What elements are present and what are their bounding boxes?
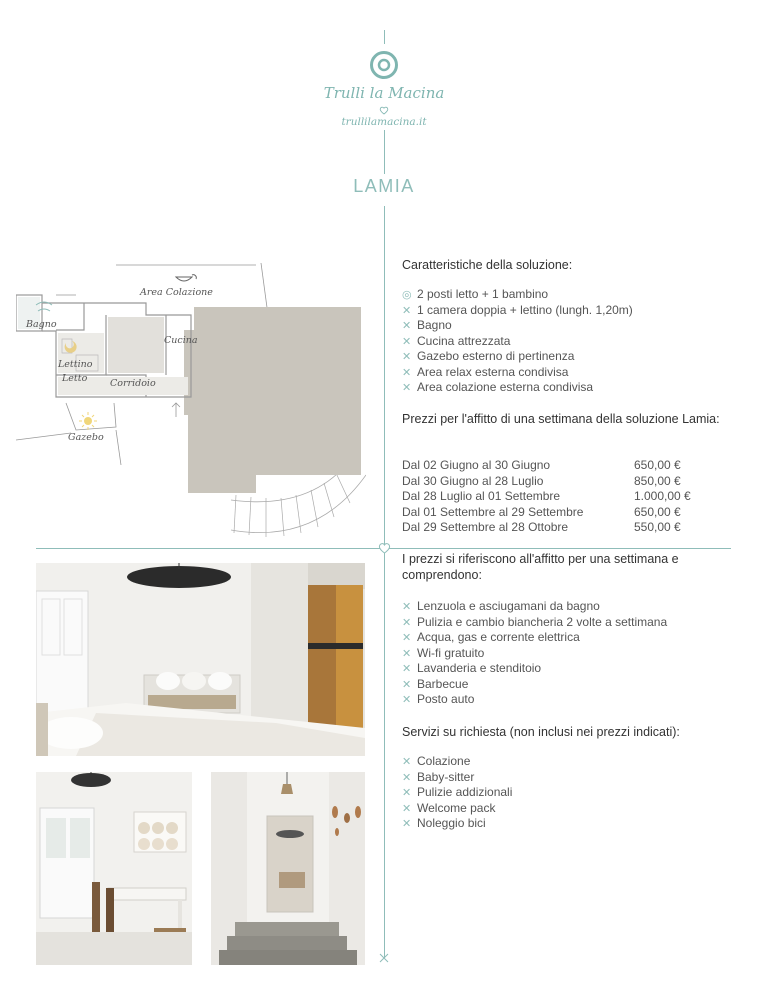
prices-heading: Prezzi per l'affitto di una settimana della soluzione Lamia: [402,412,720,426]
extras-heading: Servizi su richiesta (non inclusi nei prezzi indicati): [402,725,680,739]
plan-label-bagno: Bagno [26,319,57,330]
price-row: Dal 30 Giugno al 28 Luglio 850,00 € [402,473,681,488]
bedroom-photo [36,563,365,756]
price-row: Dal 28 Luglio al 01 Settembre 1.000,00 € [402,489,691,503]
cross-bullet-icon: ✕ [402,771,412,784]
list-item: ✕ Colazione [402,754,722,770]
list-item: ✕ Baby-sitter [402,770,722,786]
features-list [402,287,722,396]
cross-bullet-icon: ✕ [402,678,412,691]
price-row: Dal 01 Settembre al 29 Settembre 650,00 € [402,504,681,519]
cross-bullet-icon: ✕ [402,320,412,332]
list-item: ✕ Gazebo esterno di pertinenza [402,349,722,365]
list-item: ✕ Lavanderia e stenditoio [402,661,722,677]
cross-bullet-icon: ✕ [402,304,412,317]
cross-bullet-icon: ✕ [402,787,412,799]
small-heart-icon [379,106,389,115]
plan-label-gazebo: Gazebo [68,432,104,443]
list-item: ✕ Pulizie addizionali [402,785,722,801]
list-item: ◎ 2 posti letto + 1 bambino [402,287,722,303]
cross-bullet-icon: ✕ [402,663,412,675]
brand-name: Trulli la Macina [323,84,445,102]
divider-line-top [384,30,385,44]
corridor-photo [211,772,365,965]
cross-bullet-icon: ✕ [402,616,412,629]
prices-table [402,458,722,536]
list-item: ✕ Cucina attrezzata [402,334,722,350]
cross-bullet-icon: ✕ [402,335,412,348]
cross-bullet-icon: ✕ [402,802,412,815]
floor-plan [16,255,366,540]
cross-bullet-icon: ✕ [402,756,412,768]
heart-icon [378,542,391,554]
cross-bullet-icon: ✕ [402,601,412,613]
cross-bullet-icon: ✕ [402,647,412,660]
extras-list [402,754,722,832]
list-item: ✕ Pulizia e cambio biancheria 2 volte a settimana [402,615,722,631]
cross-bullet-icon: ✕ [402,382,412,394]
list-item: ✕ Acqua, gas e corrente elettrica [402,630,722,646]
included-list [402,599,722,708]
list-item: ✕ Bagno [402,318,722,334]
page-title: LAMIA [353,176,415,196]
plan-label-area-colazione: Area Colazione [140,287,213,298]
plan-label-corridoio: Corridoio [110,378,156,389]
brand-logo-icon [369,50,399,80]
cross-bullet-icon: ✕ [402,694,412,706]
plan-label-cucina: Cucina [164,335,198,346]
list-item: ✕ Welcome pack [402,801,722,817]
cross-bullet-icon: ✕ [402,366,412,379]
price-row: Dal 29 Settembre al 28 Ottobre 550,00 € [402,520,681,534]
plan-label-lettino: Lettino [58,359,93,370]
list-item: ✕ Wi-fi gratuito [402,646,722,662]
kitchen-photo [36,772,192,965]
price-row: Dal 02 Giugno al 30 Giugno 650,00 € [402,458,681,472]
list-item: ✕ Lenzuola e asciugamani da bagno [402,599,722,615]
features-heading: Caratteristiche della soluzione: [402,258,573,272]
divider-line-mid [384,130,385,174]
included-heading: I prezzi si riferiscono all'affitto per una settimana e comprendono: [402,552,679,582]
cross-bullet-icon: ✕ [402,632,412,644]
list-item: ✕ Posto auto [402,692,722,708]
divider-line-main [384,206,385,958]
cross-bullet-icon: ✕ [402,818,412,830]
brand-website[interactable]: trullilamacina.it [341,116,427,128]
list-item: ✕ Area relax esterna condivisa [402,365,722,381]
list-item: ✕ Barbecue [402,677,722,693]
plan-label-letto: Letto [62,373,88,384]
list-item: ✕ Noleggio bici [402,816,722,832]
circle-bullet-icon: ◎ [402,289,412,301]
cross-icon [379,953,389,963]
list-item: ✕ Area colazione esterna condivisa [402,380,722,396]
cross-bullet-icon: ✕ [402,351,412,363]
list-item: ✕ 1 camera doppia + lettino (lungh. 1,20m) [402,303,722,319]
